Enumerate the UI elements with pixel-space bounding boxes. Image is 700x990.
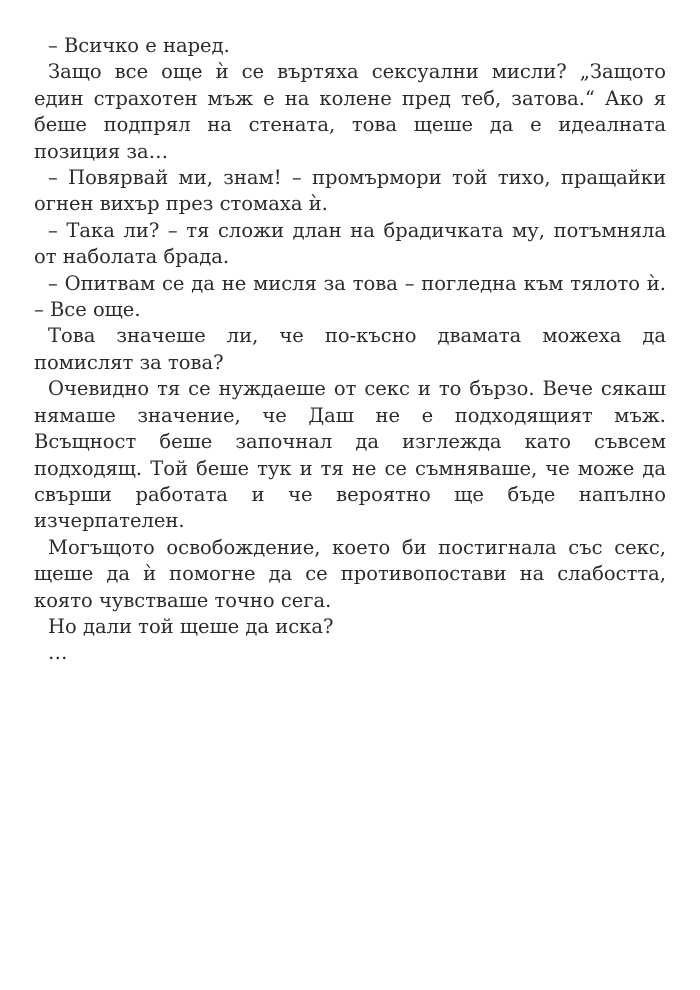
paragraph: Могъщото освобождение, което би постигнала със секс, щеше да ѝ помогне да се противопостави на слабостта, която чувстваше точно сега. xyxy=(34,535,666,612)
paragraph: – Повярвай ми, знам! – промърмори той тихо, пращайки огнен вихър през стомаха ѝ. xyxy=(34,166,666,216)
document-page xyxy=(34,33,666,667)
paragraph: Това значеше ли, че по-късно двамата можеха да помислят за това? xyxy=(34,324,666,374)
ellipsis: … xyxy=(48,641,68,665)
paragraph: – Всичко е наред. xyxy=(48,34,230,57)
paragraph: – Опитвам се да не мисля за това – погледна към тялото ѝ. – Все още. xyxy=(34,271,666,322)
paragraph: Но дали той щеше да иска? xyxy=(48,614,334,638)
paragraph: – Така ли? – тя сложи длан на брадичката му, потъмняла от наболата брада. xyxy=(34,218,666,269)
paragraph: Очевидно тя се нуждаеше от секс и то бързо. Вече сякаш нямаше значение, че Даш не е подходящият мъж. Всъщност беше започнал да изглежда като съвсем подходящ. Той беше тук и тя не се съмняваше, че може да свърши работата и че вероятно ще бъде напълно изчерпателен. xyxy=(34,377,666,533)
paragraph: Защо все още ѝ се въртяха сексуални мисли? „Защото един страхотен мъж е на колене пред теб, затова.“ Ако я беше подпрял на стената, това щеше да е идеалната позиция за… xyxy=(34,60,666,163)
